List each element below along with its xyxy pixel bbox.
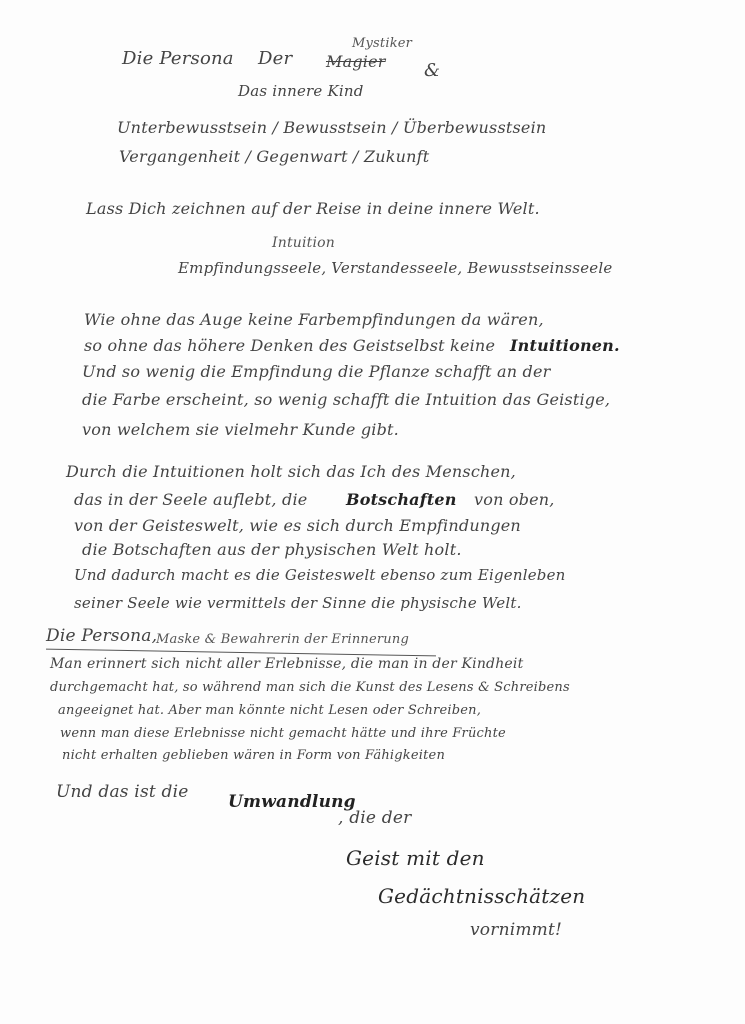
triad-time: Vergangenheit / Gegenwart / Zukunft [119, 147, 430, 166]
triad-consciousness: Unterbewusstsein / Bewusstsein / Überbewusstsein [117, 118, 547, 137]
p3-line-2: durchgemacht hat, so während man sich die Kunst des Lesens & Schreibens [50, 680, 570, 695]
p3-line-1: Man erinnert sich nicht aller Erlebnisse, die man in der Kindheit [50, 656, 524, 672]
p3-line-4: wenn man diese Erlebnisse nicht gemacht hätte und ihre Früchte [60, 726, 506, 741]
p1-emphasis: Intuitionen. [510, 336, 620, 355]
intuition-souls: Empfindungsseele, Verstandesseele, Bewusstseinsseele [178, 259, 613, 277]
p2-line-3: von der Geisteswelt, wie es sich durch Empfindungen [74, 516, 521, 535]
p2-line-2: das in der Seele auflebt, die [74, 490, 308, 509]
header-magier: Magier [326, 52, 386, 71]
p1-line-5: von welchem sie vielmehr Kunde gibt. [82, 420, 399, 439]
closing-line-3: Gedächtnisschätzen [378, 884, 586, 908]
invitation-line: Lass Dich zeichnen auf der Reise in deine innere Welt. [86, 199, 540, 218]
header-mystiker: Mystiker [352, 36, 413, 51]
p3-line-5: nicht erhalten geblieben wären in Form von Fähigkeiten [62, 748, 446, 763]
p2-line-5: Und dadurch macht es die Geisteswelt ebenso zum Eigenleben [74, 566, 566, 584]
p1-line-2: so ohne das höhere Denken des Geistselbst keine [84, 336, 496, 355]
section-title: Die Persona, [46, 626, 158, 646]
p2-line-1: Durch die Intuitionen holt sich das Ich des Menschen, [66, 462, 516, 481]
header-persona: Die Persona [122, 48, 234, 69]
p3-line-3: angeeignet hat. Aber man könnte nicht Lesen oder Schreiben, [58, 703, 482, 718]
intuition-title: Intuition [272, 235, 336, 251]
header-inner-child: Das innere Kind [238, 82, 364, 100]
closing-line-1-end: , die der [338, 808, 412, 828]
p1-line-3: Und so wenig die Empfindung die Pflanze schafft an der [82, 362, 551, 381]
p2-line-4: die Botschaften aus der physischen Welt holt. [82, 540, 462, 559]
p1-line-1: Wie ohne das Auge keine Farbempfindungen da wären, [84, 310, 544, 329]
p2-emphasis: Botschaften [346, 490, 457, 509]
closing-line-2: Geist mit den [346, 846, 485, 870]
closing-line-1-start: Und das ist die [56, 782, 189, 802]
header-ampersand: & [424, 60, 441, 81]
p2-line-6: seiner Seele wie vermittels der Sinne die physische Welt. [74, 594, 522, 612]
closing-emphasis: Umwandlung [228, 792, 356, 812]
section-subtitle: Maske & Bewahrerin der Erinnerung [156, 632, 409, 647]
p2-line-2-tail: von oben, [474, 490, 555, 509]
closing-line-4: vornimmt! [470, 920, 563, 940]
header-der: Der [258, 48, 293, 69]
p1-line-4: die Farbe erscheint, so wenig schafft die Intuition das Geistige, [82, 390, 611, 409]
